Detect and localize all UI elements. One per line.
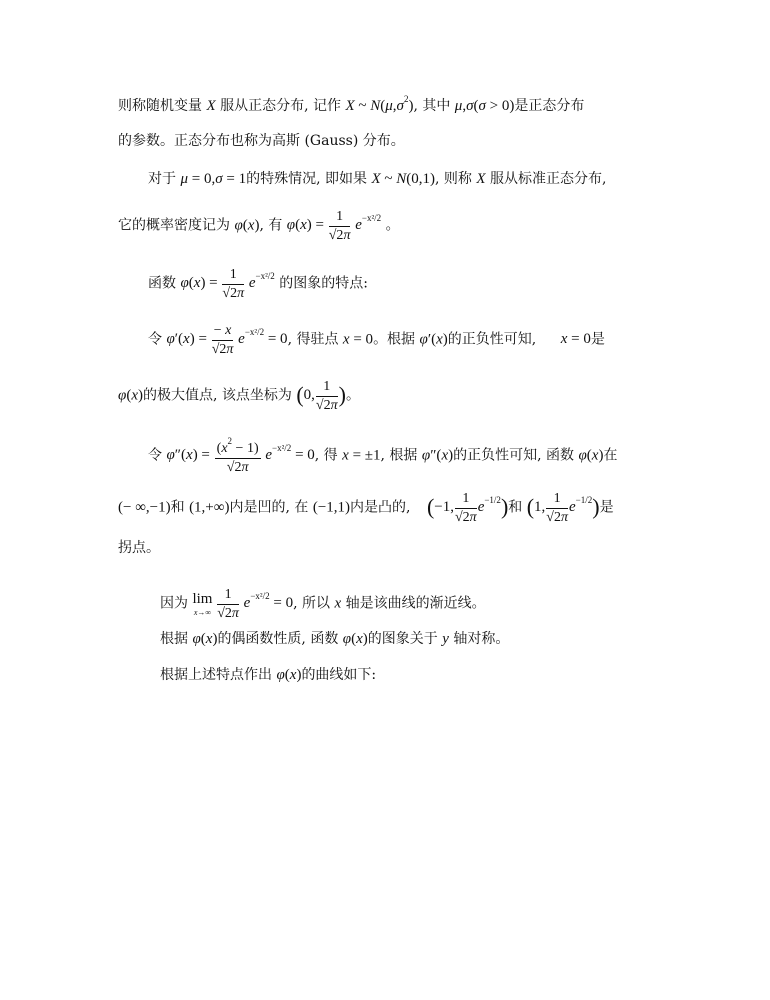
text-span: 的图象的特点:	[279, 275, 368, 292]
text-span: 的极大值点, 该点坐标为	[142, 387, 292, 404]
math-phi: φ(x)	[342, 631, 368, 647]
text-span: 它的概率密度记为	[118, 217, 230, 234]
math-phi-prime: φ′(x)	[419, 331, 448, 348]
math-phi: φ(x)	[276, 667, 302, 683]
paragraph-line-7	[118, 378, 360, 414]
math-y: y	[442, 631, 449, 647]
math-density: φ(x) = $\frac{1}{√2\pi}$ $e^{-x^2/2}$	[286, 209, 382, 243]
math-second-derivative: φ″(x) = $\frac{(x^2 - 1)}{√2\pi}$ $e^{-x^2/2} = 0$	[166, 436, 315, 475]
paragraph-line-6	[148, 322, 605, 358]
math-mu-sigma: μ = 0,σ = 1	[180, 171, 247, 187]
text-span: 的图象关于	[367, 631, 438, 647]
text-span: 。	[385, 217, 400, 234]
text-span: 根据	[160, 631, 188, 647]
math-interval: (−1,1)	[312, 499, 351, 516]
text-span: 对于	[148, 171, 176, 187]
paragraph-line-3	[148, 172, 606, 187]
text-span: 根据上述特点作出	[160, 667, 272, 683]
text-span: 拐点。	[118, 540, 160, 556]
paragraph-line-5	[148, 266, 368, 302]
math-x-zero: x = 0	[342, 331, 374, 348]
text-span: 的特殊情况, 即如果	[246, 171, 367, 187]
text-span: 的偶函数性质, 函数	[217, 631, 339, 647]
math-limit: lim x→∞ $\frac{1}{√2\pi}$ $e^{-x^2/2} = 0$	[192, 587, 294, 621]
text-span: 则称随机变量	[118, 98, 202, 114]
math-standard: X ~ N(0,1)	[371, 171, 435, 187]
math-normal-dist: X ~ $N(\mu,\sigma^2)$	[345, 94, 414, 114]
text-span: 的曲线如下:	[301, 667, 377, 683]
math-phi: φ(x)	[118, 387, 143, 404]
text-span: 的正负性可知,	[447, 331, 537, 348]
text-span: , 有	[259, 217, 283, 234]
text-span: , 则称	[435, 171, 472, 187]
math-x-zero: x = 0	[560, 331, 591, 348]
text-span: 是	[590, 331, 605, 348]
paragraph-line-2	[118, 134, 405, 148]
math-phi: φ(x)	[234, 217, 260, 234]
text-span: 服从正态分布, 记作	[220, 98, 341, 114]
text-span: 因为	[160, 595, 188, 612]
text-span: 令	[148, 447, 162, 464]
text-span: 是正态分布	[514, 98, 585, 114]
math-X: X	[206, 98, 216, 114]
math-x: x	[334, 595, 342, 612]
paragraph-line-11	[160, 586, 486, 622]
text-span: 服从标准正态分布,	[489, 171, 607, 187]
paragraph-line-13	[160, 668, 376, 683]
math-inflection-point: (1, $\frac{1}{√2\pi}$ $e^{-1/2}$)	[526, 491, 600, 525]
text-span: , 所以	[293, 595, 330, 612]
math-phi-double-prime: φ″(x)	[421, 447, 454, 464]
text-span: 的参数。正态分布也称为高斯 (Gauss) 分布。	[118, 133, 405, 149]
text-span: 和	[170, 499, 185, 516]
math-params: μ,σ(σ > 0)	[454, 98, 515, 114]
math-interval: (1,+∞)	[189, 499, 230, 516]
text-span: 轴是该曲线的渐近线。	[345, 595, 486, 612]
math-density: φ(x) = $\frac{1}{√2\pi}$ $e^{-x^2/2}$	[180, 267, 275, 301]
text-span: , 得	[314, 447, 338, 464]
math-interval: (− ∞,−1)	[118, 499, 171, 516]
math-phi: φ(x)	[192, 631, 218, 647]
paragraph-line-9	[118, 490, 614, 526]
text-span: 内是凸的,	[350, 499, 411, 516]
text-span: 。	[345, 387, 360, 404]
paragraph-line-8	[148, 436, 617, 476]
text-span: 是	[599, 499, 614, 516]
text-span: , 其中	[413, 98, 451, 114]
math-first-derivative: φ′(x) = $\frac{- x}{√2\pi}$ $e^{-x^2/2} = 0$	[166, 323, 288, 357]
text-span: 和	[508, 499, 523, 516]
math-x-pm1: x = ±1	[342, 447, 381, 464]
text-span: 令	[148, 331, 162, 348]
paragraph-line-12	[160, 632, 509, 647]
text-span: , 根据	[380, 447, 418, 464]
text-span: 函数	[148, 275, 176, 292]
text-span: 内是凹的, 在	[229, 499, 309, 516]
text-span: 在	[603, 447, 618, 464]
text-span: 的正负性可知, 函数	[453, 447, 575, 464]
paragraph-line-4	[118, 208, 400, 244]
paragraph-line-10	[118, 541, 160, 555]
math-max-point: (0, $\frac{1}{√2\pi}$ )	[296, 379, 346, 413]
text-span: 轴对称。	[453, 631, 510, 647]
math-X: X	[476, 171, 486, 187]
text-span: 。根据	[373, 331, 416, 348]
math-inflection-point: (−1, $\frac{1}{√2\pi}$ $e^{-1/2}$)	[426, 491, 509, 525]
text-span: , 得驻点	[287, 331, 339, 348]
paragraph-line-1	[118, 95, 584, 114]
math-phi: φ(x)	[578, 447, 604, 464]
